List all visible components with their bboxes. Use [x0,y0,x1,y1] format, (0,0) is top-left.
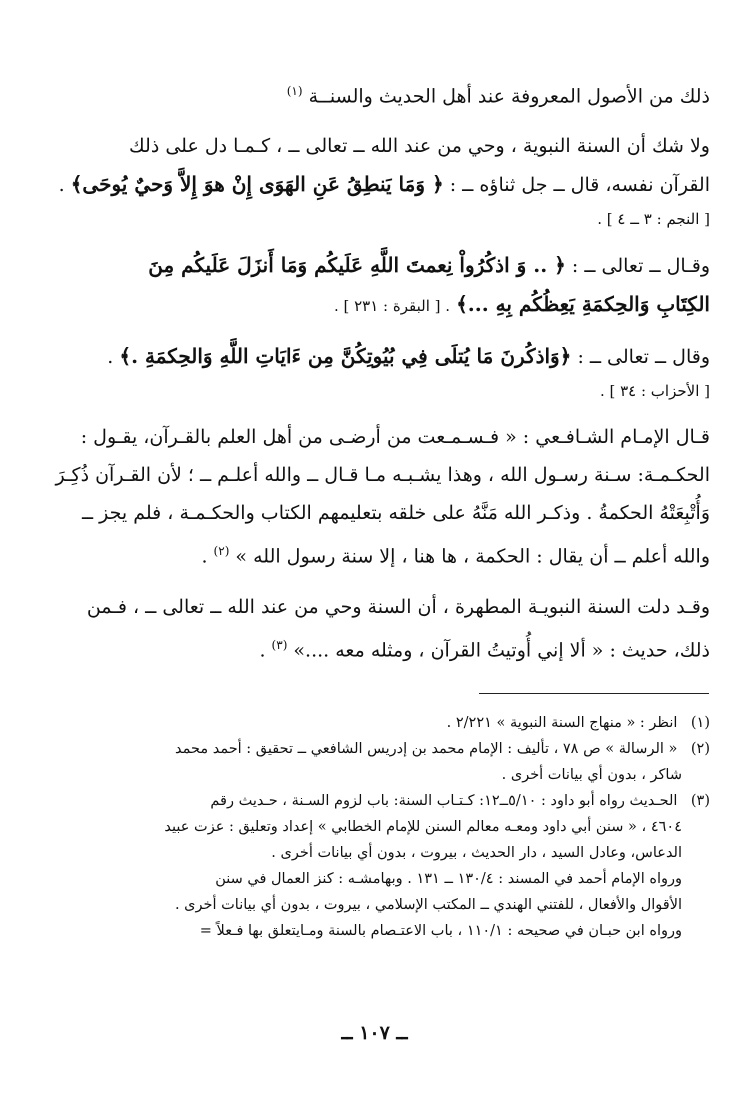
footnote-text: « الرسالة » ص ٧٨ ، تأليف : الإمام محمد بن إدريس الشافعي ــ تحقيق : أحمد محمد [174,741,678,757]
paragraph-2 [60,127,710,234]
footnote-1 [58,710,710,736]
quran-verse: ﴿ وَمَا يَنطِقُ عَنِ الهَوَى إِنْ هوَ إِلاَّ وَحيٌ يُوحَى﴾ [70,172,444,197]
footnote-2 [58,736,710,762]
punctuation: . [201,545,208,568]
footnote-3 [58,788,710,814]
paragraph-text: قـال الإمـام الشـافـعي : « فـسـمـعت من أرضـى من أهل العلم بالقـرآن، يقـول : [80,426,710,449]
footnote-number: (١) [690,715,710,731]
footnote-text: ورواه ابن حبـان في صحيحه : ١١٠/١ ، باب الاعتـصام بالسنة ومـايتعلق بها فـعلاً = [199,923,682,939]
punctuation: . [58,174,65,197]
quran-verse: ﴿وَاذكُرنَ مَا يُتلَى فِي بُيُوتِكُنَّ مِن ءَايَاتِ اللَّهِ وَالحِكمَةِ .﴾ [119,344,572,369]
paragraph-text: وقـد دلت السنة النبويـة المطهرة ، أن السنة وحي من عند الله ــ تعالى ــ ، فـمن [86,595,710,618]
quran-verse: الكِتَابِ وَالحِكمَةِ يَعِظُكُم بِهِ ...﴾ [456,292,710,317]
footnote-text: ٤٦٠٤ ، « سنن أبي داود ومعـه معالم السنن للإمام الخطابي » إعداد وتعليق : عزت عبيد [164,819,682,835]
quran-verse: ﴿ .. وَ اذكُرُواْ نِعمتَ اللَّهِ عَلَيكُم وَمَا أَنزَلَ عَلَيكُم مِنَ [148,253,566,278]
paragraph-text: والله أعلم ــ أن يقال : الحكمة ، ها هنا ، إلا سنة رسول الله » [235,545,710,568]
paragraph-text: القرآن نفسه، قال ــ جل ثناؤه ــ : [449,174,710,197]
footnote-number: (٢) [690,741,710,757]
paragraph-text: ذلك من الأصول المعروفة عند أهل الحديث والسنــة [308,85,710,108]
paragraph-text: وقال ــ تعالى ــ : [571,346,710,369]
main-text [55,72,710,681]
footnote-text: الأقوال والأفعال ، للفتني الهندي ــ المكتب الإسلامي ، بيروت ، بدون أي بيانات أخرى . [174,897,682,913]
punctuation: . [107,346,114,369]
paragraph-3 [60,246,710,325]
paragraph-5 [55,418,710,575]
paragraph-text: الحكـمـة: سـنة رسـول الله ، وهذا يشـبـه مـا قـال ــ والله أعلـم ــ ؛ لأن القـرآن ذُكِـرَ [55,464,710,487]
footnote-text: انظر : « منهاج السنة النبوية » ٢/٢٢١ . [446,715,678,731]
footnote-text: ورواه الإمام أحمد في المسند : ١٣٠/٤ ــ ١٣١ . وبهامشـه : كنز العمال في سنن [215,871,682,887]
paragraph-text: وَأُتْبِعَتْهُ الحكمةُ . وذكـر الله مَنَّهُ على خلقه بتعليمهم الكتاب والحكـمـة ، فلم يجز ــ [81,502,710,525]
verse-reference: [ الأحزاب : ٣٤ ] . [599,382,710,401]
paragraph-text: ذلك، حديث : « ألا إني أُوتيتُ القرآن ، ومثله معه ....» [293,638,710,661]
paragraph-text: وقـال ــ تعالى ــ : [565,255,710,278]
footnote-marker: (٣) [271,637,288,652]
footnote-divider [479,693,709,694]
verse-reference: [ النجم : ٣ ــ ٤ ] . [597,210,710,229]
footnote-number: (٣) [690,793,710,809]
punctuation: . [259,638,266,661]
paragraph-text: ولا شك أن السنة النبوية ، وحي من عند الله ــ تعالى ــ ، كـمـا دل على ذلك [129,135,710,158]
verse-reference: . [ البقرة : ٢٣١ ] . [333,297,451,316]
paragraph-4 [60,337,710,406]
footnote-text: الدعاس، وعادل السيد ، دار الحديث ، بيروت ، بدون أي بيانات أخرى . [271,845,682,861]
footnote-text: الحـديث رواه أبو داود : ٥/١٠ــ١٢: كـتـاب السنة: باب لزوم السـنة ، حـديث رقم [210,793,678,809]
footnote-marker: (١) [286,84,303,98]
footnotes [58,710,710,944]
footnote-text: شاكر ، بدون أي بيانات أخرى . [501,767,682,783]
paragraph-1 [60,72,710,115]
paragraph-6 [60,588,710,669]
page-number: ــ ١٠٧ ــ [341,1022,408,1044]
footnote-marker: (٢) [213,544,230,559]
